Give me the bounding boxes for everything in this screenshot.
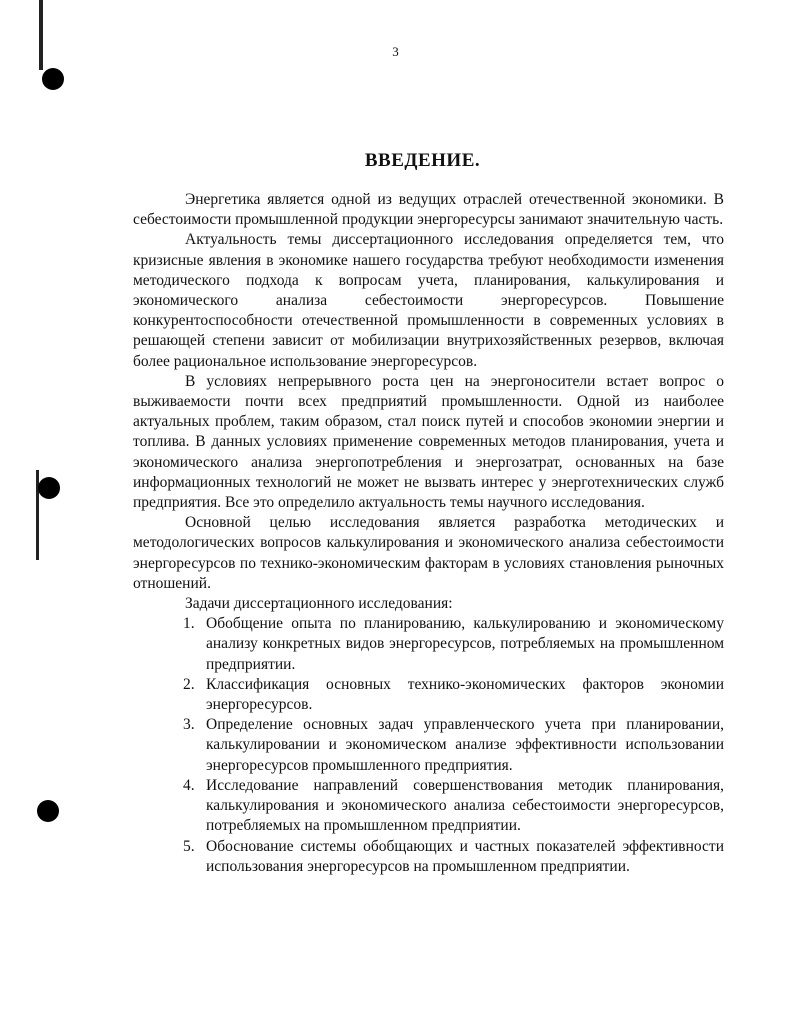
list-item <box>133 776 724 837</box>
list-item-text: Классификация основных технико-экономических факторов экономии энергоресурсов. <box>206 675 724 714</box>
punch-hole-top <box>42 68 64 90</box>
tasks-heading: Задачи диссертационного исследования: <box>185 595 453 613</box>
document-body <box>133 190 724 877</box>
list-item <box>133 715 724 776</box>
list-item-text: Обоснование системы обобщающих и частных показателей эффективности использования энергоресурсов на промышленном предприятии. <box>206 837 724 875</box>
paragraph: Основной целью исследования является разработка методических и методологических вопросов калькулирования и экономического анализа себестоимости энергоресурсов по технико-экономическим факторам в условиях становления рыночных отношений. <box>133 514 724 592</box>
list-item <box>133 675 724 715</box>
list-item <box>133 837 724 877</box>
list-item-number: 2. <box>183 675 195 693</box>
list-item-number: 1. <box>183 615 195 633</box>
list-item <box>133 614 724 675</box>
tasks-list <box>133 614 724 877</box>
paragraph: Энергетика является одной из ведущих отраслей отечественной экономики. В себестоимости промышленной продукции энергоресурсы занимают значительную часть. <box>133 191 724 229</box>
page-number: 3 <box>392 44 399 59</box>
paragraph: В условиях непрерывного роста цен на энергоносители встает вопрос о выживаемости почти всех предприятий промышленности. Одной из наиболее актуальных проблем, таким образом, стал поиск путей и способов экономии энергии и топлива. В данных условиях применение современных методов планирования, учета и экономического анализа энергопотребления и энергозатрат, основанных на базе информационных технологий не может не вызвать интерес у энерготехнических служб предприятия. Все это определило актуальность темы научного исследования. <box>133 372 724 512</box>
list-item-text: Исследование направлений совершенствования методик планирования, калькулирования и экономического анализа себестоимости энергоресурсов, потребляемых на промышленном предприятии. <box>206 776 724 835</box>
list-item-text: Определение основных задач управленческого учета при планировании, калькулировании и экономическом анализе эффективности использовании энергоресурсов промышленного предприятия. <box>206 716 724 774</box>
punch-hole-middle <box>38 477 60 499</box>
list-item-text: Обобщение опыта по планированию, калькулированию и экономическому анализу конкретных видов энергоресурсов, потребляемых на промышленном предприятии. <box>206 615 724 673</box>
punch-hole-bottom <box>37 800 59 822</box>
paragraph: Актуальность темы диссертационного исследования определяется тем, что кризисные явления в экономике нашего государства требуют необходимости изменения методического подхода к вопросам учета, планирования, калькулирования и экономического анализа себестоимости энергоресурсов. Повышение конкурентоспособности отечественной промышленности в современных условиях в решающей степени зависит от мобилизации внутрихозяйственных резервов, включая более рациональное использование энергоресурсов. <box>133 231 724 370</box>
page-title: ВВЕДЕНИЕ. <box>364 150 481 171</box>
list-item-number: 3. <box>183 716 195 734</box>
list-item-number: 5. <box>183 837 195 855</box>
list-item-number: 4. <box>183 776 195 794</box>
